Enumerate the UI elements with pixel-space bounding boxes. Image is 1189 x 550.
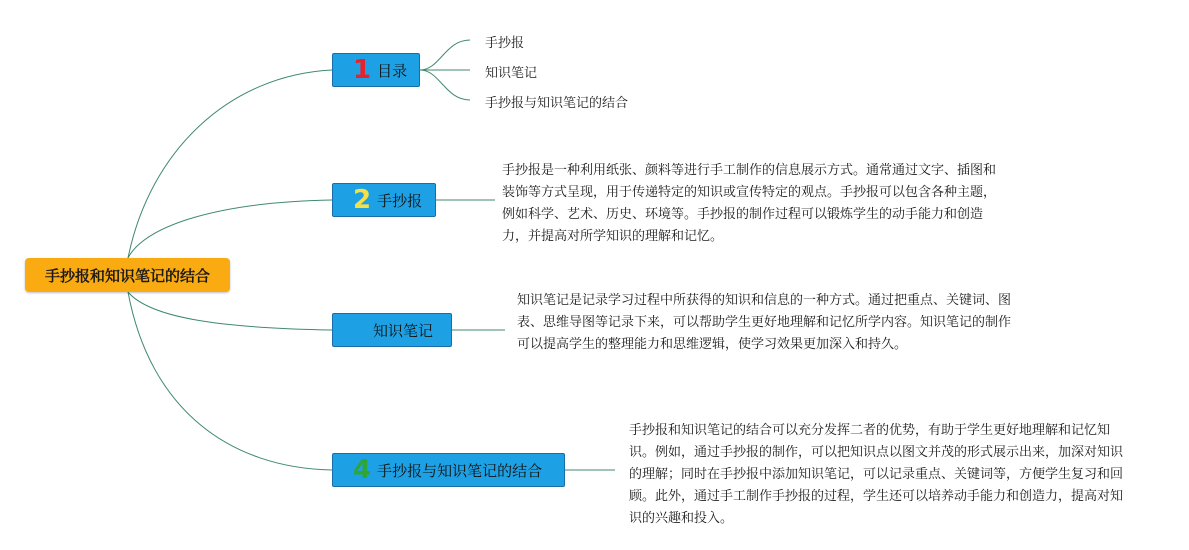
paragraph-jiehe: 手抄报和知识笔记的结合可以充分发挥二者的优势，有助于学生更好地理解和记忆知识。例如，通过手抄报的制作，可以把知识点以图文并茂的形式展示出来，加深对知识的理解；同时在手抄报中添加知识笔记，可以记录重点、关键词等，方便学生复习和回顾。此外，通过手工制作手抄报的过程，学生还可以培养动手能力和创造力，提高对知识的兴趣和投入。 — [629, 423, 1124, 526]
toc-item[interactable]: 手抄报 — [485, 36, 525, 51]
link-toc-to-item-1 — [420, 40, 470, 70]
link-root-to-zhishibiji — [128, 292, 332, 330]
branch-zhishibiji[interactable] — [332, 313, 452, 347]
branch-label: 目录 — [377, 61, 408, 80]
branch-number: 1 — [353, 55, 372, 85]
branch-jiehe[interactable] — [332, 453, 565, 487]
branch-number: 2 — [353, 185, 372, 215]
branch-toc[interactable] — [332, 53, 420, 87]
branch-number: 4 — [353, 455, 372, 485]
toc-item[interactable]: 知识笔记 — [485, 66, 538, 81]
paragraph-shouchaobao: 手抄报是一种利用纸张、颜料等进行手工制作的信息展示方式。通常通过文字、插图和装饰等方式呈现，用于传递特定的知识或宣传特定的观点。手抄报可以包含各种主题，例如科学、艺术、历史、环境等。手抄报的制作过程可以锻炼学生的动手能力和创造力，并提高对所学知识的理解和记忆。 — [502, 163, 997, 244]
branch-shouchaobao[interactable] — [332, 183, 436, 217]
branch-label: 知识笔记 — [373, 321, 434, 340]
branch-label: 手抄报与知识笔记的结合 — [377, 461, 543, 480]
link-root-to-jiehe — [128, 292, 332, 470]
toc-item[interactable]: 手抄报与知识笔记的结合 — [485, 96, 629, 111]
link-toc-to-item-3 — [420, 70, 470, 100]
paragraph-zhishibiji: 知识笔记是记录学习过程中所获得的知识和信息的一种方式。通过把重点、关键词、图表、思维导图等记录下来，可以帮助学生更好地理解和记忆所学内容。知识笔记的制作可以提高学生的整理能力和思维逻辑，使学习效果更加深入和持久。 — [517, 293, 1012, 352]
root-title: 手抄报和知识笔记的结合 — [44, 266, 210, 285]
link-root-to-toc — [128, 70, 332, 258]
link-root-to-shouchaobao — [128, 200, 332, 258]
root-node[interactable] — [25, 258, 230, 292]
branch-label: 手抄报 — [377, 191, 423, 210]
